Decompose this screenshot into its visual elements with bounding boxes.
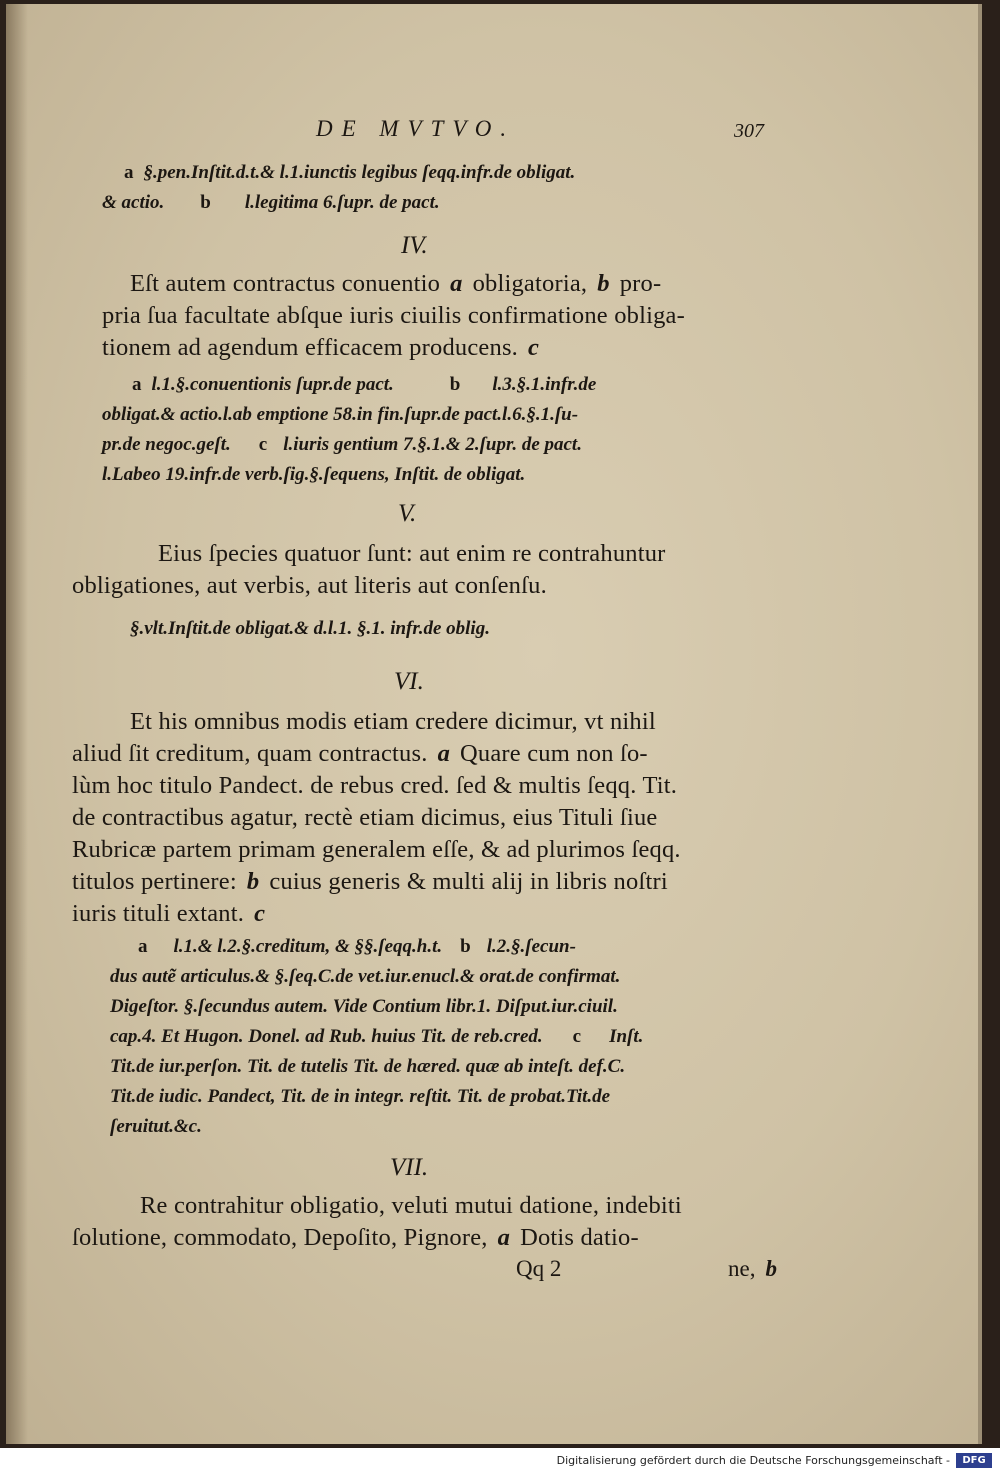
note-line — [124, 162, 575, 184]
text: cuius generis & multi alij in libris noſtri — [269, 868, 668, 895]
section-numeral: VI. — [394, 668, 424, 695]
note-line: ſeruitut.&c. — [110, 1116, 202, 1137]
note-text: pr.de negoc.geſt. — [102, 434, 231, 455]
note-text: l.3.§.1.infr.de — [492, 374, 597, 395]
note-marker: b — [200, 192, 211, 213]
note-marker: a — [138, 936, 148, 957]
note-line — [102, 192, 440, 214]
footer-bar — [0, 1448, 1000, 1474]
section-numeral: IV. — [401, 232, 428, 259]
note-marker: b — [597, 270, 610, 297]
note-marker: c — [528, 334, 540, 361]
note-text: l.1.§.conuentionis ſupr.de pact. — [151, 374, 394, 395]
text: pro- — [619, 270, 662, 297]
note-marker: a — [497, 1224, 511, 1251]
note-line — [138, 936, 576, 958]
note-text: & actio. — [102, 192, 165, 213]
note-line: Tit.de iudic. Pandect, Tit. de in integr. reſtit. Tit. de probat.Tit.de — [110, 1086, 611, 1107]
note-marker: a — [132, 374, 142, 395]
note-marker: c — [258, 434, 268, 455]
note-text: l.1.& l.2.§.creditum, & §§.ſeqq.h.t. — [173, 936, 443, 957]
note-line: Tit.de iur.perſon. Tit. de tutelis Tit. de hæred. quæ ab inteſt. def.C. — [110, 1056, 626, 1077]
body-line: lùm hoc titulo Pandect. de rebus cred. ſed & multis ſeqq. Tit. — [72, 772, 678, 799]
body-line: de contractibus agatur, rectè etiam dicimus, eius Tituli ſiue — [72, 804, 658, 831]
note-text: §.pen.Inſtit.d.t.& l.1.iunctis legibus ſeqq.infr.de obligat. — [143, 162, 576, 183]
text: Dotis datio- — [520, 1224, 639, 1251]
text: ne, — [728, 1256, 756, 1281]
body-line — [72, 740, 648, 768]
note-marker: c — [254, 900, 266, 927]
text: iuris tituli extant. — [72, 900, 245, 927]
note-line: Digeſtor. §.ſecundus autem. Vide Contium libr.1. Diſput.iur.ciuil. — [110, 996, 618, 1017]
page-number: 307 — [734, 120, 764, 142]
section-numeral: VII. — [390, 1154, 429, 1181]
note-line — [110, 1026, 643, 1048]
body-line: Re contrahitur obligatio, veluti mutui datione, indebiti — [140, 1192, 682, 1219]
catchword — [728, 1256, 787, 1282]
funding-notice: Digitalisierung gefördert durch die Deutsche Forschungsgemeinschaft - — [556, 1454, 950, 1467]
note-marker: a — [450, 270, 463, 297]
note-marker: a — [437, 740, 451, 767]
note-marker: b — [765, 1256, 777, 1281]
dfg-logo: DFG — [956, 1453, 992, 1468]
body-line: Eius ſpecies quatuor ſunt: aut enim re contrahuntur — [158, 540, 666, 567]
body-line — [72, 900, 275, 928]
note-line: obligat.& actio.l.ab emptione 58.in fin.ſupr.de pact.l.6.§.1.ſu- — [102, 404, 579, 425]
note-line: l.Labeo 19.infr.de verb.ſig.§.ſequens, Inſtit. de obligat. — [102, 464, 526, 485]
note-line — [102, 434, 582, 456]
text: Eſt autem contractus conuentio — [130, 270, 441, 297]
body-line — [72, 868, 668, 896]
note-line — [132, 374, 596, 396]
body-line: Rubricæ partem primam generalem eſſe, & ad plurimos ſeqq. — [72, 836, 681, 863]
body-line: pria ſua facultate abſque iuris ciuilis confirmatione obliga- — [102, 302, 685, 329]
signature-mark: Qq 2 — [516, 1256, 562, 1281]
note-marker: b — [449, 374, 461, 395]
note-text: Inſt. — [609, 1026, 644, 1047]
note-text: l.iuris gentium 7.§.1.& 2.ſupr. de pact. — [283, 434, 582, 455]
note-marker: b — [460, 936, 471, 957]
text: Quare cum non ſo- — [460, 740, 648, 767]
note-text: l.legitima 6.ſupr. de pact. — [244, 192, 440, 213]
text: ſolutione, commodato, Depoſito, Pignore, — [72, 1224, 488, 1251]
note-text: cap.4. Et Hugon. Donel. ad Rub. huius Tit. de reb.cred. — [110, 1026, 543, 1047]
text: aliud ſit creditum, quam contractus. — [72, 740, 428, 767]
body-line: obligationes, aut verbis, aut literis aut conſenſu. — [72, 572, 547, 599]
note-marker: b — [246, 868, 260, 895]
body-line — [102, 334, 549, 362]
section-numeral: V. — [398, 500, 417, 527]
body-line: Et his omnibus modis etiam credere dicimur, vt nihil — [130, 708, 656, 735]
text: titulos pertinere: — [72, 868, 237, 895]
note-line: dus autẽ articulus.& §.ſeq.C.de vet.iur.enucl.& orat.de confirmat. — [110, 966, 621, 987]
note-marker: c — [572, 1026, 582, 1047]
text: tionem ad agendum efficacem producens. — [102, 334, 519, 361]
note-marker: a — [124, 162, 134, 183]
page-gutter — [6, 4, 28, 1444]
running-head: DE MVTVO. — [316, 116, 516, 141]
note-text: l.2.§.ſecun- — [486, 936, 576, 957]
text: obligatoria, — [472, 270, 588, 297]
body-line — [72, 1224, 639, 1252]
body-line — [130, 270, 661, 298]
book-page — [6, 4, 982, 1444]
note-line: §.vlt.Inſtit.de obligat.& d.l.1. §.1. infr.de oblig. — [130, 618, 490, 639]
